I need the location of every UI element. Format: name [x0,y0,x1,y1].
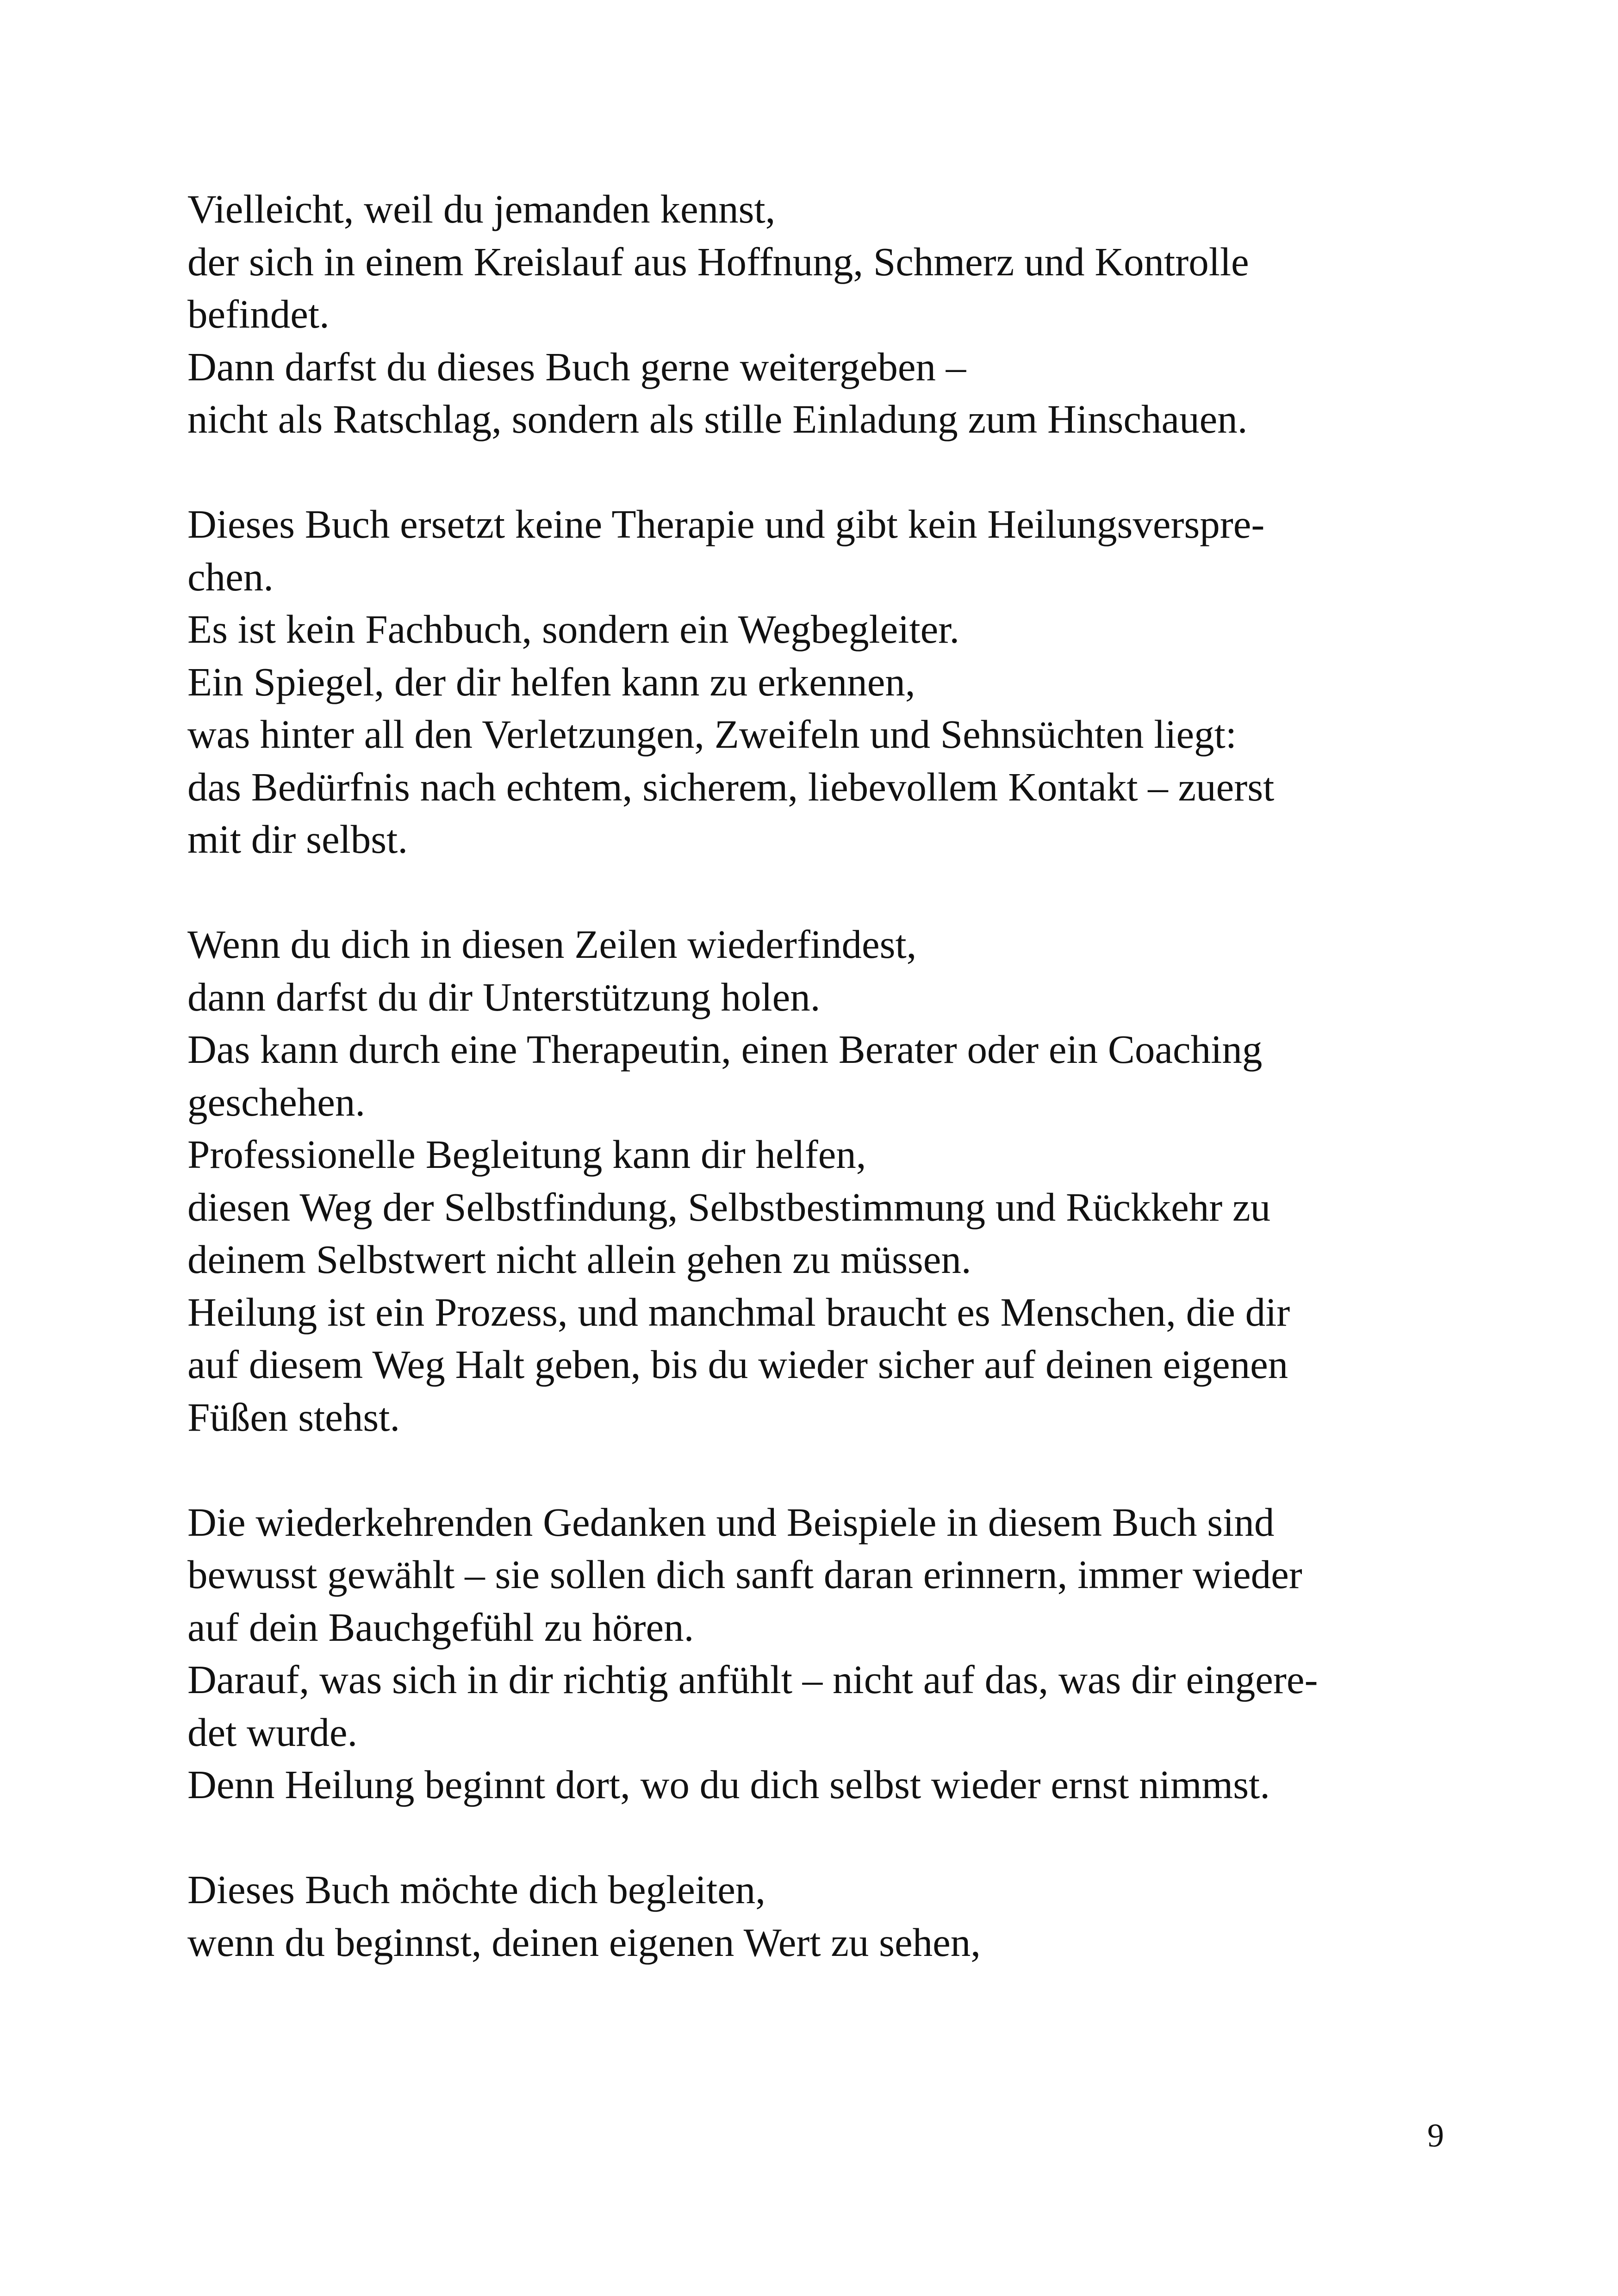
text-line: Heilung ist ein Prozess, und manchmal braucht es Menschen, die dir [187,1289,1290,1334]
text-line: Dann darfst du dieses Buch gerne weitergeben – [187,344,966,389]
text-line: auf diesem Weg Halt geben, bis du wieder sicher auf deinen eigenen [187,1342,1288,1387]
text-line: das Bedürfnis nach echtem, sicherem, liebevollem Kontakt – zuerst [187,764,1275,809]
text-line: geschehen. [187,1079,366,1124]
text-line: det wurde. [187,1709,358,1755]
text-line: deinem Selbstwert nicht allein gehen zu müssen. [187,1237,971,1282]
text-line: Dieses Buch ersetzt keine Therapie und gibt kein Heilungsverspre- [187,502,1265,546]
text-line: Ein Spiegel, der dir helfen kann zu erkennen, [187,659,915,704]
text-line: befindet. [187,292,330,336]
text-line: Wenn du dich in diesen Zeilen wiederfindest, [187,922,917,967]
text-line: mit dir selbst. [187,817,408,862]
text-line: wenn du beginnst, deinen eigenen Wert zu sehen, [187,1919,981,1965]
text-line: Professionelle Begleitung kann dir helfen, [187,1132,866,1177]
text-line: auf dein Bauchgefühl zu hören. [187,1604,694,1650]
text-line: was hinter all den Verletzungen, Zweifeln und Sehnsüchten liegt: [187,712,1237,757]
text-line: diesen Weg der Selbstfindung, Selbstbestimmung und Rückkehr zu [187,1184,1271,1229]
paragraph-1 [187,183,1446,446]
text-line: bewusst gewählt – sie sollen dich sanft daran erinnern, immer wieder [187,1552,1302,1597]
paragraph-3 [187,918,1446,1443]
text-line: dann darfst du dir Unterstützung holen. [187,974,821,1019]
text-line: Darauf, was sich in dir richtig anfühlt – nicht auf das, was dir eingere- [187,1657,1318,1702]
text-line: Das kann durch eine Therapeutin, einen Berater oder ein Coaching [187,1027,1263,1072]
paragraph-5 [187,1863,1446,1968]
paragraph-2 [187,498,1446,866]
text-line: Es ist kein Fachbuch, sondern ein Wegbegleiter. [187,607,960,652]
text-line: Denn Heilung beginnt dort, wo du dich selbst wieder ernst nimmst. [187,1762,1270,1807]
text-line: Füßen stehst. [187,1394,400,1440]
body-text [187,183,1446,2021]
text-line: Die wiederkehrenden Gedanken und Beispiele in diesem Buch sind [187,1499,1275,1545]
paragraph-4 [187,1496,1446,1811]
text-line: chen. [187,554,274,599]
text-line: nicht als Ratschlag, sondern als stille Einladung zum Hinschauen. [187,397,1248,441]
text-line: der sich in einem Kreislauf aus Hoffnung, Schmerz und Kontrolle [187,239,1249,284]
text-line: Dieses Buch möchte dich begleiten, [187,1867,766,1912]
page-number: 9 [1427,2117,1444,2154]
text-line: Vielleicht, weil du jemanden kennst, [187,186,776,231]
